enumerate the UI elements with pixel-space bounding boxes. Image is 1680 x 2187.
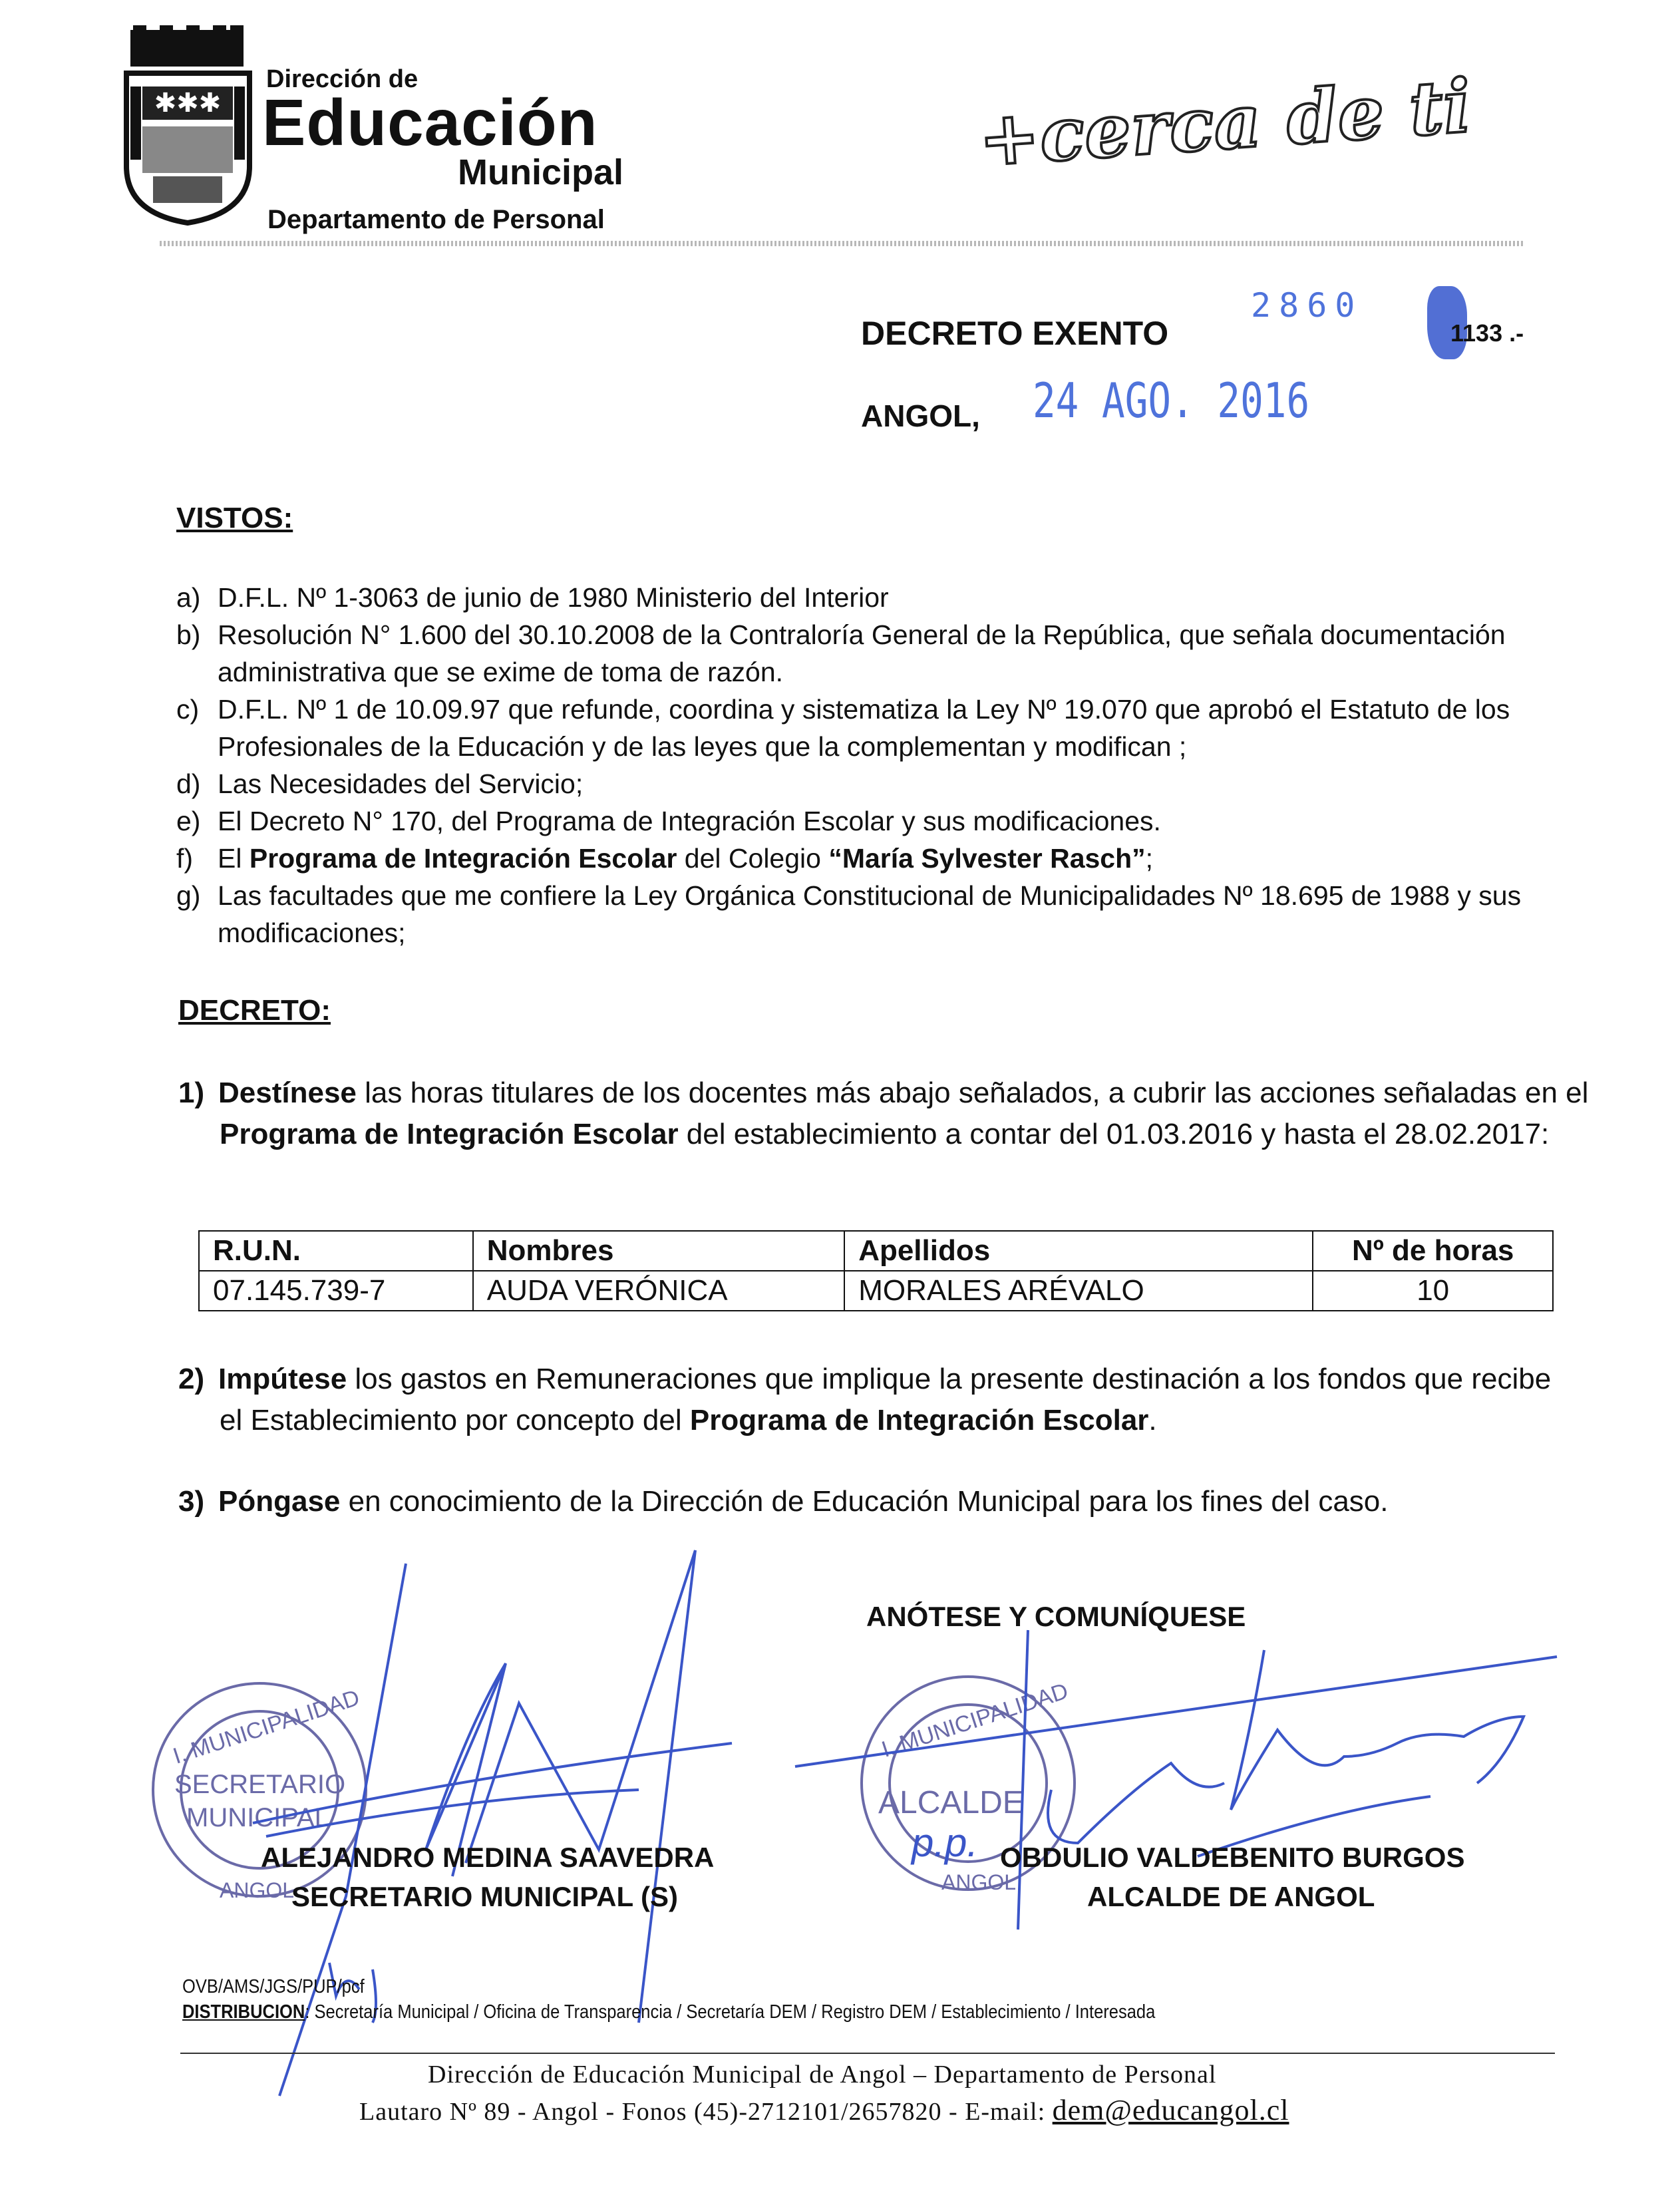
text-segment: Programa de Integración Escolar	[220, 1118, 679, 1150]
municipal-crest-logo	[0, 0, 266, 240]
text-segment: D.F.L. Nº 1 de 10.09.97 que refunde, coordina y sistematiza la Ley Nº 19.070 que aprobó el Estatuto de los	[218, 694, 1510, 725]
item-label: 3)	[178, 1485, 205, 1518]
cell-apellidos: MORALES ARÉVALO	[844, 1271, 1313, 1311]
item-label: c)	[176, 694, 200, 725]
mayor-stamp-top: I. MUNICIPALIDAD	[878, 1678, 1072, 1763]
item-label: g)	[176, 880, 201, 911]
text-segment: Programa de Integración Escolar	[689, 1404, 1149, 1436]
header-line1: Dirección de	[266, 65, 419, 93]
closing-formula: ANÓTESE Y COMUNÍQUESE	[866, 1601, 1246, 1632]
table-row	[199, 1271, 1553, 1311]
footer-line1: Dirección de Educación Municipal de Angol – Departamento de Personal	[428, 2061, 1217, 2089]
text-segment: Destínese	[218, 1077, 357, 1109]
text-segment: el Establecimiento por concepto del	[220, 1404, 690, 1436]
header-line3: Municipal	[458, 152, 624, 192]
header-title: Educación	[262, 86, 598, 159]
text-segment: El Decreto N° 170, del Programa de Integración Escolar y sus modificaciones.	[218, 806, 1161, 836]
text-segment: Póngase	[218, 1485, 341, 1518]
text-line	[218, 582, 889, 613]
text-line	[218, 843, 1153, 874]
text-line	[218, 880, 1521, 911]
item-label: 1)	[178, 1077, 205, 1109]
text-segment: El	[218, 843, 250, 874]
text-segment: las horas titulares de los docentes más abajo señalados, a cubrir las acciones señaladas en el	[356, 1077, 1589, 1109]
vistos-item	[176, 802, 1161, 840]
distribution	[182, 2001, 1155, 2023]
decree-place: ANGOL,	[861, 399, 980, 433]
text-segment: del establecimiento a contar del 01.03.2016 y hasta el 28.02.2017:	[678, 1118, 1550, 1150]
mayor-stamp-mid: ALCALDE	[878, 1785, 1024, 1820]
text-line	[218, 1363, 1551, 1395]
secretary-name: ALEJANDRO MEDINA SAAVEDRA	[261, 1842, 715, 1873]
text-line	[178, 1400, 1551, 1441]
mayor-name: OBDULIO VALDEBENITO BURGOS	[1000, 1842, 1465, 1873]
text-segment: “María Sylvester Rasch”	[828, 843, 1146, 874]
text-segment: Las Necesidades del Servicio;	[218, 768, 584, 799]
decreto-paragraph	[178, 1481, 1389, 1522]
text-line	[218, 768, 583, 799]
text-line	[218, 619, 1506, 650]
text-line	[178, 1114, 1588, 1155]
initials: OVB/AMS/JGS/PUP/pcf	[182, 1976, 365, 1997]
text-segment: en conocimiento de la Dirección de Educación Municipal para los fines del caso.	[340, 1485, 1389, 1518]
vistos-item	[176, 765, 583, 802]
decree-title: DECRETO EXENTO	[861, 315, 1169, 352]
text-line	[218, 694, 1510, 725]
teachers-table	[198, 1230, 1554, 1311]
header-divider	[160, 241, 1524, 246]
header-run: R.U.N.	[199, 1231, 473, 1271]
cell-horas: 10	[1313, 1271, 1553, 1311]
vistos-item	[176, 579, 889, 616]
text-line	[176, 653, 1506, 691]
secretary-role: SECRETARIO MUNICIPAL (S)	[291, 1881, 679, 1912]
secretary-stamp-mid2: MUNICIPAL	[186, 1803, 329, 1832]
text-segment: Resolución N° 1.600 del 30.10.2008 de la Contraloría General de la República, que señala documentación	[218, 619, 1506, 650]
text-line	[218, 1485, 1389, 1518]
distribution-label: DISTRIBUCION	[182, 2001, 305, 2023]
header-apellidos: Apellidos	[844, 1231, 1313, 1271]
pp-handwritten: p.p.	[912, 1820, 979, 1865]
cell-run: 07.145.739-7	[199, 1271, 473, 1311]
secretary-stamp-top: I. MUNICIPALIDAD	[170, 1685, 363, 1769]
text-segment: Las facultades que me confiere la Ley Orgánica Constitucional de Municipalidades Nº 18.695 de 1988 y sus	[218, 880, 1522, 911]
item-label: b)	[176, 619, 201, 650]
secretary-stamp-mid1: SECRETARIO	[174, 1770, 346, 1799]
text-segment: D.F.L. Nº 1-3063 de junio de 1980 Ministerio del Interior	[218, 582, 889, 613]
text-line	[218, 1077, 1588, 1109]
secretary-stamp-bottom: ANGOL	[220, 1878, 295, 1902]
mayor-stamp-bottom: ANGOL	[941, 1870, 1017, 1894]
vistos-item	[176, 840, 1153, 877]
decreto-paragraph	[178, 1359, 1551, 1441]
text-segment: Programa de Integración Escolar	[249, 843, 677, 874]
footer-line2	[359, 2093, 1289, 2127]
decree-stamp-date: 24 AGO. 2016	[1033, 373, 1310, 428]
item-label: d)	[176, 768, 201, 799]
footer-email-link[interactable]: dem@educangol.cl	[1052, 2094, 1289, 2126]
mayor-role: ALCALDE DE ANGOL	[1087, 1881, 1375, 1912]
text-segment: Impútese	[218, 1363, 347, 1395]
header-horas: Nº de horas	[1313, 1231, 1553, 1271]
header-nombres: Nombres	[473, 1231, 844, 1271]
table-header-row	[199, 1231, 1553, 1271]
text-segment: Profesionales de la Educación y de las leyes que la complementan y modifican ;	[218, 731, 1187, 762]
vistos-item	[176, 877, 1521, 951]
svg-text:✱✱✱: ✱✱✱	[154, 88, 222, 118]
text-segment: los gastos en Remuneraciones que implique la presente destinación a los fondos que recibe	[347, 1363, 1552, 1395]
text-line	[218, 806, 1161, 836]
item-label: 2)	[178, 1363, 205, 1395]
decree-stamp-number: 2860	[1251, 286, 1363, 325]
text-segment: ;	[1145, 843, 1154, 874]
text-segment: modificaciones;	[218, 918, 406, 948]
text-segment: administrativa que se exime de toma de razón.	[218, 657, 784, 687]
vistos-heading: VISTOS:	[176, 502, 293, 534]
vistos-item	[176, 691, 1510, 765]
footer-address: Lautaro Nº 89 - Angol - Fonos (45)-2712101/2657820 - E-mail:	[359, 2098, 1046, 2126]
footer-divider	[180, 2053, 1555, 2054]
department-name: Departamento de Personal	[267, 205, 605, 234]
item-label: e)	[176, 806, 201, 836]
slogan-logo: +cerca de ti	[975, 63, 1474, 183]
vistos-item	[176, 616, 1506, 691]
decree-number: 1133 .-	[1450, 319, 1524, 347]
text-segment: del Colegio	[677, 843, 829, 874]
text-line	[176, 914, 1521, 951]
text-line	[176, 728, 1510, 765]
cell-nombres: AUDA VERÓNICA	[473, 1271, 844, 1311]
distribution-text: : Secretaría Municipal / Oficina de Transparencia / Secretaría DEM / Registro DEM / Establecimiento / Interesada	[305, 2001, 1156, 2023]
text-segment: .	[1148, 1404, 1157, 1436]
item-label: f)	[176, 843, 194, 874]
item-label: a)	[176, 582, 201, 613]
decreto-paragraph	[178, 1073, 1588, 1155]
decreto-heading: DECRETO:	[178, 994, 331, 1027]
